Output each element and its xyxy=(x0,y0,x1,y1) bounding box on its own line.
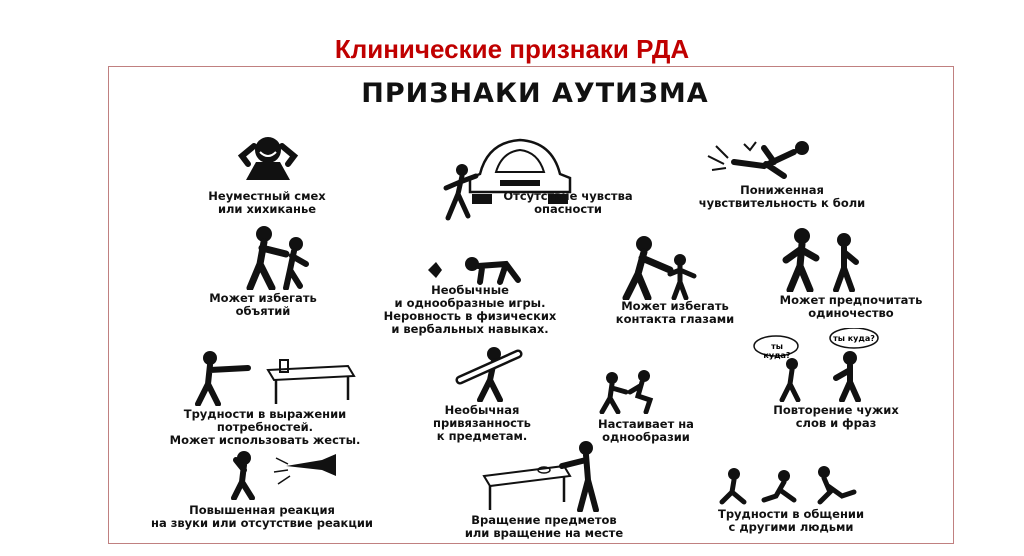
caption-object-attachment: Необычная привязанность к предметам. xyxy=(433,403,531,443)
falling-figure-icon xyxy=(704,136,814,182)
crawling-child-icon xyxy=(422,250,532,286)
caption-no-danger: Отсутствие чувства опасности xyxy=(503,189,633,216)
caption-spinning: Вращение предметов или вращение на месте xyxy=(464,513,624,540)
caption-low-pain: Пониженная чувствительность к боли xyxy=(698,183,866,210)
caption-expressing-needs: Трудности в выражении потребностей. Может использовать жесты. xyxy=(169,407,361,447)
laughing-figure-icon xyxy=(228,134,308,182)
gesture-table-icon xyxy=(188,350,358,406)
caption-insists-sameness: Настаивает на однообразии xyxy=(598,417,694,444)
caption-echolalia: Повторение чужих слов и фраз xyxy=(773,403,899,430)
caption-sound-reaction: Повышенная реакция на звуки или отсутствие реакции xyxy=(151,503,373,530)
caption-avoid-hugs: Может избегать объятий xyxy=(209,291,317,318)
social-figures-icon xyxy=(714,466,874,506)
avoid-eye-contact-icon xyxy=(604,234,704,300)
poster-title: ПРИЗНАКИ АУТИЗМА xyxy=(361,78,709,109)
caption-social-difficulty: Трудности в общении с другими людьми xyxy=(717,507,865,534)
trumpet-sound-icon xyxy=(226,450,346,500)
slide-title: Клинические признаки РДА xyxy=(334,34,690,64)
caption-inappropriate-laughter: Неуместный смех или хихиканье xyxy=(208,189,326,216)
speech-bubble-right: ты куда? xyxy=(833,334,875,343)
caption-unusual-play: Необычные и однообразные игры. Неровность в физических и вербальных навыках. xyxy=(383,283,557,336)
lonely-figures-icon xyxy=(778,226,868,292)
caption-avoid-eye-contact: Может избегать контакта глазами xyxy=(615,299,735,326)
caption-prefer-solitude: Может предпочитать одиночество xyxy=(779,293,923,320)
speech-bubble-left: ты куда? xyxy=(763,342,791,360)
sameness-figures-icon xyxy=(594,370,664,414)
avoid-hug-icon xyxy=(230,224,320,290)
object-attachment-icon xyxy=(452,346,532,402)
spinning-table-icon xyxy=(474,440,614,512)
